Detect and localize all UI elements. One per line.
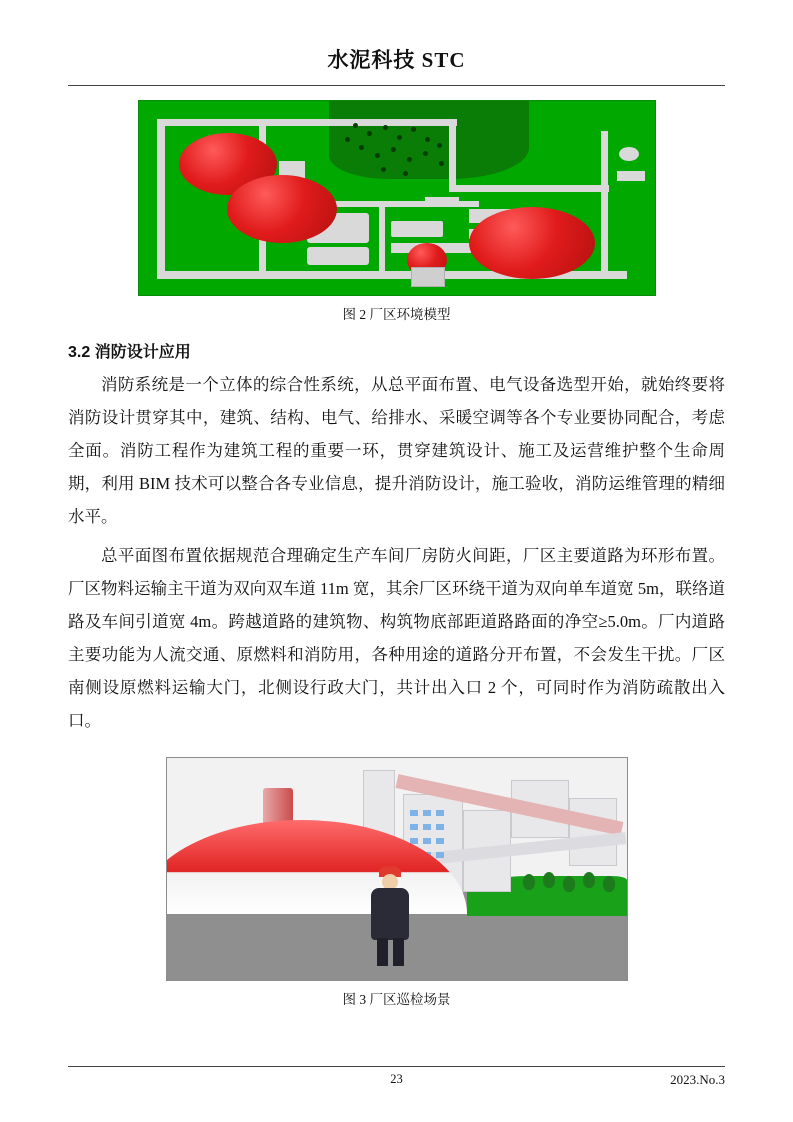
- tree-icon: [423, 151, 428, 156]
- window: [423, 838, 431, 844]
- window: [436, 824, 444, 830]
- red-dome-3: [469, 207, 595, 279]
- window: [436, 810, 444, 816]
- silo: [619, 147, 639, 161]
- building-block: [425, 197, 459, 205]
- header-divider: [68, 85, 725, 86]
- tree-icon: [425, 137, 430, 142]
- person-leg: [377, 938, 388, 966]
- tree-icon: [603, 876, 615, 892]
- issue-label: 2023.No.3: [670, 1072, 725, 1087]
- tree-icon: [439, 161, 444, 166]
- paragraph-2: 总平面图布置依据规范合理确定生产车间厂房防火间距，厂区主要道路为环形布置。厂区物料运输主干道为双向双车道 11m 宽，其余厂区环绕干道为双向单车道宽 5m，联络道路及车间引道宽 4m。跨越道路的建筑物、构筑物底部距道路路面的净空≥5.0m。厂内道路主要功能为人流交通、原燃料和消防用，各种用途的道路分开布置，不会发生干扰。厂区南侧设原燃料运输大门，北侧设行政大门，共计出入口 2 个，可同时作为消防疏散出入口。: [68, 546, 725, 730]
- tree-icon: [353, 123, 358, 128]
- footer-row: [68, 1072, 725, 1088]
- person-leg: [393, 938, 404, 966]
- road-segment: [449, 119, 456, 189]
- tree-icon: [411, 127, 416, 132]
- page-footer: [68, 1066, 725, 1088]
- tree-icon: [403, 171, 408, 176]
- page-header: [68, 0, 725, 86]
- building-block: [391, 221, 443, 237]
- tree-icon: [407, 157, 412, 162]
- window: [436, 852, 444, 858]
- page-number: 23: [390, 1072, 403, 1086]
- window: [436, 838, 444, 844]
- paragraph-1: 消防系统是一个立体的综合性系统，从总平面布置、电气设备选型开始，就始终要将消防设计贯穿其中，建筑、结构、电气、给排水、采暖空调等各个专业要协同配合，考虑全面。消防工程作为建筑工程的重要一环，贯穿建筑设计、施工及运营维护整个生命周期，利用 BIM 技术可以整合各专业信息，提升消防设计，施工验收，消防运维管理的精细水平。: [68, 375, 725, 526]
- window: [410, 824, 418, 830]
- tank-base: [411, 267, 445, 287]
- road-segment: [601, 131, 608, 276]
- tree-icon: [359, 145, 364, 150]
- footer-divider: [68, 1066, 725, 1067]
- journal-title: 水泥科技 STC: [327, 48, 466, 72]
- tree-icon: [345, 137, 350, 142]
- road-segment: [157, 119, 457, 126]
- tree-icon: [437, 143, 442, 148]
- person-body: [371, 888, 409, 940]
- tree-icon: [367, 131, 372, 136]
- road-segment: [449, 185, 609, 192]
- figure-1-caption: 图 2 厂区环境模型: [342, 307, 451, 322]
- tree-icon: [583, 872, 595, 888]
- tree-icon: [563, 876, 575, 892]
- tree-icon: [375, 153, 380, 158]
- road-segment: [157, 119, 165, 277]
- window: [410, 810, 418, 816]
- section-heading-3-2: 3.2 消防设计应用: [68, 344, 191, 361]
- red-dome-2: [227, 175, 337, 243]
- tree-icon: [391, 147, 396, 152]
- figure-2-caption: 图 3 厂区巡检场景: [342, 992, 451, 1007]
- tree-icon: [543, 872, 555, 888]
- plant-inspection-scene-image: [166, 757, 628, 981]
- figure-1: [68, 100, 725, 323]
- building-block: [307, 247, 369, 265]
- figure-2: [68, 757, 725, 1008]
- tree-icon: [523, 874, 535, 890]
- road-segment: [379, 207, 385, 271]
- tree-icon: [381, 167, 386, 172]
- plant-environment-model-image: [138, 100, 656, 296]
- building-block: [617, 171, 645, 181]
- tree-icon: [383, 125, 388, 130]
- tree-icon: [397, 135, 402, 140]
- window: [423, 824, 431, 830]
- window: [423, 810, 431, 816]
